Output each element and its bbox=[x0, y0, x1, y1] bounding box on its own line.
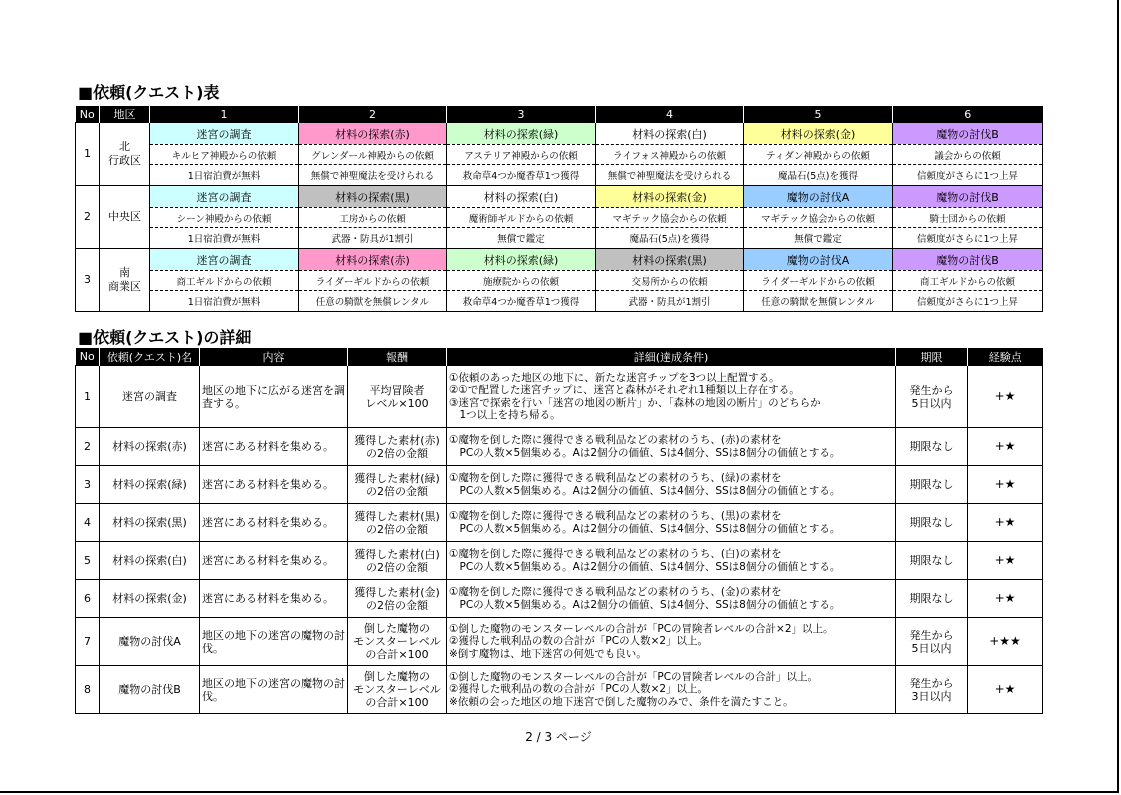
detail-conditions bbox=[447, 618, 896, 666]
quest-row-nm bbox=[76, 186, 1043, 208]
detail-condition-line: ※倒す魔物は、地下迷宮の何処でも良い。 bbox=[449, 647, 647, 660]
quest-name-cell: 材料の探索(金) bbox=[744, 123, 893, 145]
quest-name-cell: 材料の探索(黒) bbox=[299, 186, 447, 208]
detail-exp: +★ bbox=[968, 580, 1043, 618]
detail-conditions bbox=[447, 504, 896, 542]
quest-source-cell: 騎士団からの依頼 bbox=[893, 208, 1043, 228]
detail-content: 迷宮にある材料を集める。 bbox=[200, 580, 348, 618]
detail-content: 迷宮にある材料を集める。 bbox=[200, 504, 348, 542]
quest-bonus-cell: 信頼度がさらに1つ上昇 bbox=[893, 228, 1043, 249]
quest-bonus-cell: 信頼度がさらに1つ上昇 bbox=[893, 165, 1043, 186]
quest-table-header bbox=[76, 106, 1043, 123]
quest-row-bon bbox=[76, 165, 1043, 186]
detail-condition-line: ②獲得した戦利品の数の合計が「PCの人数×2」以上。 bbox=[449, 683, 709, 696]
detail-condition-line: ②①で配置した迷宮チップに、迷宮と森林がそれぞれ1種類以上存在する。 bbox=[449, 384, 800, 396]
quest-table bbox=[75, 106, 1043, 312]
header-col-3: 3 bbox=[447, 106, 596, 123]
detail-condition-line: ①魔物を倒した際に獲得できる戦利品などの素材のうち、(緑)の素材を bbox=[449, 472, 782, 484]
detail-condition-line: PCの人数×5個集める。Aは2個分の価値、Sは4個分、SSは8個分の価値とする。 bbox=[449, 598, 841, 611]
detail-quest-name: 迷宮の調査 bbox=[100, 366, 200, 428]
detail-deadline: 発生から 5日以内 bbox=[896, 618, 968, 666]
quest-row-src bbox=[76, 145, 1043, 165]
detail-quest-name: 材料の探索(赤) bbox=[100, 428, 200, 466]
detail-content: 地区の地下に広がる迷宮を調査する。 bbox=[200, 366, 348, 428]
detail-table-title: ■依頼(クエスト)の詳細 bbox=[78, 328, 252, 347]
quest-row-nm bbox=[76, 123, 1043, 145]
quest-source-cell: マギテック協会からの依頼 bbox=[596, 208, 744, 228]
district-number: 1 bbox=[76, 123, 100, 186]
quest-name-cell: 材料の探索(赤) bbox=[299, 249, 447, 271]
quest-source-cell: ライダーギルドからの依頼 bbox=[744, 271, 893, 291]
quest-name-cell: 魔物の討伐B bbox=[893, 186, 1043, 208]
quest-bonus-cell: 信頼度がさらに1つ上昇 bbox=[893, 291, 1043, 312]
detail-deadline: 期限なし bbox=[896, 428, 968, 466]
quest-bonus-cell: 武器・防具が1割引 bbox=[299, 228, 447, 249]
detail-header-exp: 経験点 bbox=[968, 348, 1043, 366]
detail-deadline: 期限なし bbox=[896, 504, 968, 542]
quest-name-cell: 材料の探索(黒) bbox=[596, 249, 744, 271]
quest-bonus-cell: 武器・防具が1割引 bbox=[596, 291, 744, 312]
header-col-2: 2 bbox=[299, 106, 447, 123]
detail-quest-name: 材料の探索(黒) bbox=[100, 504, 200, 542]
detail-exp: +★ bbox=[968, 366, 1043, 428]
detail-reward: 倒した魔物の モンスターレベル の合計×100 bbox=[348, 618, 447, 666]
quest-row-bon bbox=[76, 291, 1043, 312]
quest-bonus-cell: 任意の騎獣を無償レンタル bbox=[299, 291, 447, 312]
detail-no: 5 bbox=[76, 542, 100, 580]
detail-exp: +★ bbox=[968, 428, 1043, 466]
detail-condition-line: ①魔物を倒した際に獲得できる戦利品などの素材のうち、(金)の素材を bbox=[449, 586, 782, 598]
detail-deadline: 期限なし bbox=[896, 542, 968, 580]
quest-name-cell: 魔物の討伐B bbox=[893, 123, 1043, 145]
detail-condition-line: ①依頼のあった地区の地下に、新たな迷宮チップを3つ以上配置する。 bbox=[449, 371, 780, 384]
page-number: 2 / 3 ページ bbox=[525, 730, 592, 744]
detail-reward: 獲得した素材(黒) の2倍の金額 bbox=[348, 504, 447, 542]
detail-reward: 獲得した素材(白) の2倍の金額 bbox=[348, 542, 447, 580]
detail-quest-name: 魔物の討伐B bbox=[100, 666, 200, 714]
quest-row-nm bbox=[76, 249, 1043, 271]
quest-bonus-cell: 魔晶石(5点)を獲得 bbox=[596, 228, 744, 249]
header-district: 地区 bbox=[100, 106, 150, 123]
quest-source-cell: 交易所からの依頼 bbox=[596, 271, 744, 291]
detail-quest-name: 材料の探索(白) bbox=[100, 542, 200, 580]
quest-name-cell: 迷宮の調査 bbox=[150, 123, 299, 145]
header-col-6: 6 bbox=[893, 106, 1043, 123]
detail-row bbox=[76, 428, 1043, 466]
quest-bonus-cell: 救命草4つか魔香草1つ獲得 bbox=[447, 291, 596, 312]
quest-bonus-cell: 1日宿泊費が無料 bbox=[150, 165, 299, 186]
detail-conditions bbox=[447, 666, 896, 714]
quest-bonus-cell: 魔晶石(5点)を獲得 bbox=[744, 165, 893, 186]
quest-source-cell: ライフォス神殿からの依頼 bbox=[596, 145, 744, 165]
quest-bonus-cell: 無償で神聖魔法を受けられる bbox=[596, 165, 744, 186]
quest-source-cell: アステリア神殿からの依頼 bbox=[447, 145, 596, 165]
detail-header-deadline: 期限 bbox=[896, 348, 968, 366]
quest-row-src bbox=[76, 271, 1043, 291]
detail-condition-line: ①魔物を倒した際に獲得できる戦利品などの素材のうち、(赤)の素材を bbox=[449, 434, 782, 446]
quest-table-title: ■依頼(クエスト)表 bbox=[78, 83, 220, 102]
detail-quest-name: 材料の探索(緑) bbox=[100, 466, 200, 504]
quest-name-cell: 材料の探索(白) bbox=[596, 123, 744, 145]
quest-source-cell: ティダン神殿からの依頼 bbox=[744, 145, 893, 165]
detail-no: 4 bbox=[76, 504, 100, 542]
detail-conditions bbox=[447, 428, 896, 466]
detail-reward: 倒した魔物の モンスターレベル の合計×100 bbox=[348, 666, 447, 714]
detail-deadline: 期限なし bbox=[896, 580, 968, 618]
detail-reward: 獲得した素材(赤) の2倍の金額 bbox=[348, 428, 447, 466]
detail-deadline: 発生から 3日以内 bbox=[896, 666, 968, 714]
detail-content: 地区の地下の迷宮の魔物の討伐。 bbox=[200, 666, 348, 714]
quest-source-cell: 工房からの依頼 bbox=[299, 208, 447, 228]
quest-row-src bbox=[76, 208, 1043, 228]
quest-name-cell: 材料の探索(緑) bbox=[447, 123, 596, 145]
quest-source-cell: 魔術師ギルドからの依頼 bbox=[447, 208, 596, 228]
quest-name-cell: 材料の探索(緑) bbox=[447, 249, 596, 271]
detail-exp: +★★ bbox=[968, 618, 1043, 666]
detail-header-no: No bbox=[76, 348, 100, 366]
quest-name-cell: 材料の探索(赤) bbox=[299, 123, 447, 145]
detail-no: 2 bbox=[76, 428, 100, 466]
quest-bonus-cell: 1日宿泊費が無料 bbox=[150, 228, 299, 249]
detail-reward: 獲得した素材(緑) の2倍の金額 bbox=[348, 466, 447, 504]
detail-deadline: 発生から 5日以内 bbox=[896, 366, 968, 428]
detail-no: 7 bbox=[76, 618, 100, 666]
detail-quest-name: 材料の探索(金) bbox=[100, 580, 200, 618]
quest-name-cell: 迷宮の調査 bbox=[150, 249, 299, 271]
detail-row bbox=[76, 666, 1043, 714]
detail-row bbox=[76, 504, 1043, 542]
detail-row bbox=[76, 580, 1043, 618]
quest-bonus-cell: 無償で鑑定 bbox=[447, 228, 596, 249]
quest-bonus-cell: 無償で鑑定 bbox=[744, 228, 893, 249]
detail-row bbox=[76, 466, 1043, 504]
detail-no: 1 bbox=[76, 366, 100, 428]
detail-table-header bbox=[76, 348, 1043, 366]
detail-condition-line: PCの人数×5個集める。Aは2個分の価値、Sは4個分、SSは8個分の価値とする。 bbox=[449, 446, 841, 459]
quest-source-cell: シーン神殿からの依頼 bbox=[150, 208, 299, 228]
detail-condition-line: ①魔物を倒した際に獲得できる戦利品などの素材のうち、(白)の素材を bbox=[449, 548, 782, 560]
quest-source-cell: ライダーギルドからの依頼 bbox=[299, 271, 447, 291]
quest-name-cell: 材料の探索(金) bbox=[596, 186, 744, 208]
quest-row-bon bbox=[76, 228, 1043, 249]
quest-name-cell: 魔物の討伐B bbox=[893, 249, 1043, 271]
quest-name-cell: 魔物の討伐A bbox=[744, 186, 893, 208]
detail-condition-line: ※依頼の会った地区の地下迷宮で倒した魔物のみで、条件を満たすこと。 bbox=[449, 695, 794, 708]
detail-header-name: 依頼(クエスト)名 bbox=[100, 348, 200, 366]
detail-conditions bbox=[447, 542, 896, 580]
detail-deadline: 期限なし bbox=[896, 466, 968, 504]
quest-source-cell: 施療院からの依頼 bbox=[447, 271, 596, 291]
detail-row bbox=[76, 542, 1043, 580]
detail-no: 8 bbox=[76, 666, 100, 714]
detail-content: 迷宮にある材料を集める。 bbox=[200, 466, 348, 504]
detail-condition-line: ①倒した魔物のモンスターレベルの合計が「PCの冒険者レベルの合計×2」以上。 bbox=[449, 622, 834, 635]
district-number: 3 bbox=[76, 249, 100, 312]
header-col-5: 5 bbox=[744, 106, 893, 123]
header-col-4: 4 bbox=[596, 106, 744, 123]
detail-exp: +★ bbox=[968, 542, 1043, 580]
detail-reward: 平均冒険者 レベル×100 bbox=[348, 366, 447, 428]
detail-row bbox=[76, 618, 1043, 666]
header-col-1: 1 bbox=[150, 106, 299, 123]
detail-conditions bbox=[447, 466, 896, 504]
quest-name-cell: 迷宮の調査 bbox=[150, 186, 299, 208]
detail-condition-line: ②獲得した戦利品の数の合計が「PCの人数×2」以上。 bbox=[449, 635, 709, 648]
detail-condition-line: 1つ以上を持ち帰る。 bbox=[449, 409, 561, 421]
detail-no: 6 bbox=[76, 580, 100, 618]
detail-condition-line: PCの人数×5個集める。Aは2個分の価値、Sは4個分、SSは8個分の価値とする。 bbox=[449, 484, 841, 497]
district-number: 2 bbox=[76, 186, 100, 249]
detail-condition-line: PCの人数×5個集める。Aは2個分の価値、Sは4個分、SSは8個分の価値とする。 bbox=[449, 522, 841, 535]
detail-table bbox=[75, 348, 1043, 714]
district-name: 南 商業区 bbox=[100, 249, 150, 312]
detail-no: 3 bbox=[76, 466, 100, 504]
detail-condition-line: ①魔物を倒した際に獲得できる戦利品などの素材のうち、(黒)の素材を bbox=[449, 510, 782, 522]
detail-row bbox=[76, 366, 1043, 428]
quest-source-cell: グレンダール神殿からの依頼 bbox=[299, 145, 447, 165]
detail-content: 迷宮にある材料を集める。 bbox=[200, 542, 348, 580]
detail-exp: +★ bbox=[968, 466, 1043, 504]
detail-content: 地区の地下の迷宮の魔物の討伐。 bbox=[200, 618, 348, 666]
detail-quest-name: 魔物の討伐A bbox=[100, 618, 200, 666]
district-name: 北 行政区 bbox=[100, 123, 150, 186]
quest-name-cell: 材料の探索(白) bbox=[447, 186, 596, 208]
detail-reward: 獲得した素材(金) の2倍の金額 bbox=[348, 580, 447, 618]
detail-conditions bbox=[447, 366, 896, 428]
quest-bonus-cell: 救命草4つか魔香草1つ獲得 bbox=[447, 165, 596, 186]
header-no: No bbox=[76, 106, 100, 123]
quest-source-cell: マギテック協会からの依頼 bbox=[744, 208, 893, 228]
detail-conditions bbox=[447, 580, 896, 618]
quest-bonus-cell: 任意の騎獣を無償レンタル bbox=[744, 291, 893, 312]
detail-condition-line: PCの人数×5個集める。Aは2個分の価値、Sは4個分、SSは8個分の価値とする。 bbox=[449, 560, 841, 573]
detail-header-details: 詳細(達成条件) bbox=[447, 348, 896, 366]
quest-source-cell: 商工ギルドからの依頼 bbox=[893, 271, 1043, 291]
quest-bonus-cell: 無償で神聖魔法を受けられる bbox=[299, 165, 447, 186]
district-name: 中央区 bbox=[100, 186, 150, 249]
quest-source-cell: 議会からの依頼 bbox=[893, 145, 1043, 165]
detail-exp: +★ bbox=[968, 504, 1043, 542]
detail-condition-line: ③迷宮で探索を行い「迷宮の地図の断片」か、「森林の地図の断片」のどちらか bbox=[449, 396, 821, 409]
detail-exp: +★ bbox=[968, 666, 1043, 714]
quest-source-cell: キルヒア神殿からの依頼 bbox=[150, 145, 299, 165]
detail-condition-line: ①倒した魔物のモンスターレベルの合計が「PCの冒険者レベルの合計」以上。 bbox=[449, 670, 819, 683]
quest-name-cell: 魔物の討伐A bbox=[744, 249, 893, 271]
quest-bonus-cell: 1日宿泊費が無料 bbox=[150, 291, 299, 312]
detail-content: 迷宮にある材料を集める。 bbox=[200, 428, 348, 466]
detail-header-content: 内容 bbox=[200, 348, 348, 366]
detail-header-reward: 報酬 bbox=[348, 348, 447, 366]
quest-source-cell: 商工ギルドからの依頼 bbox=[150, 271, 299, 291]
